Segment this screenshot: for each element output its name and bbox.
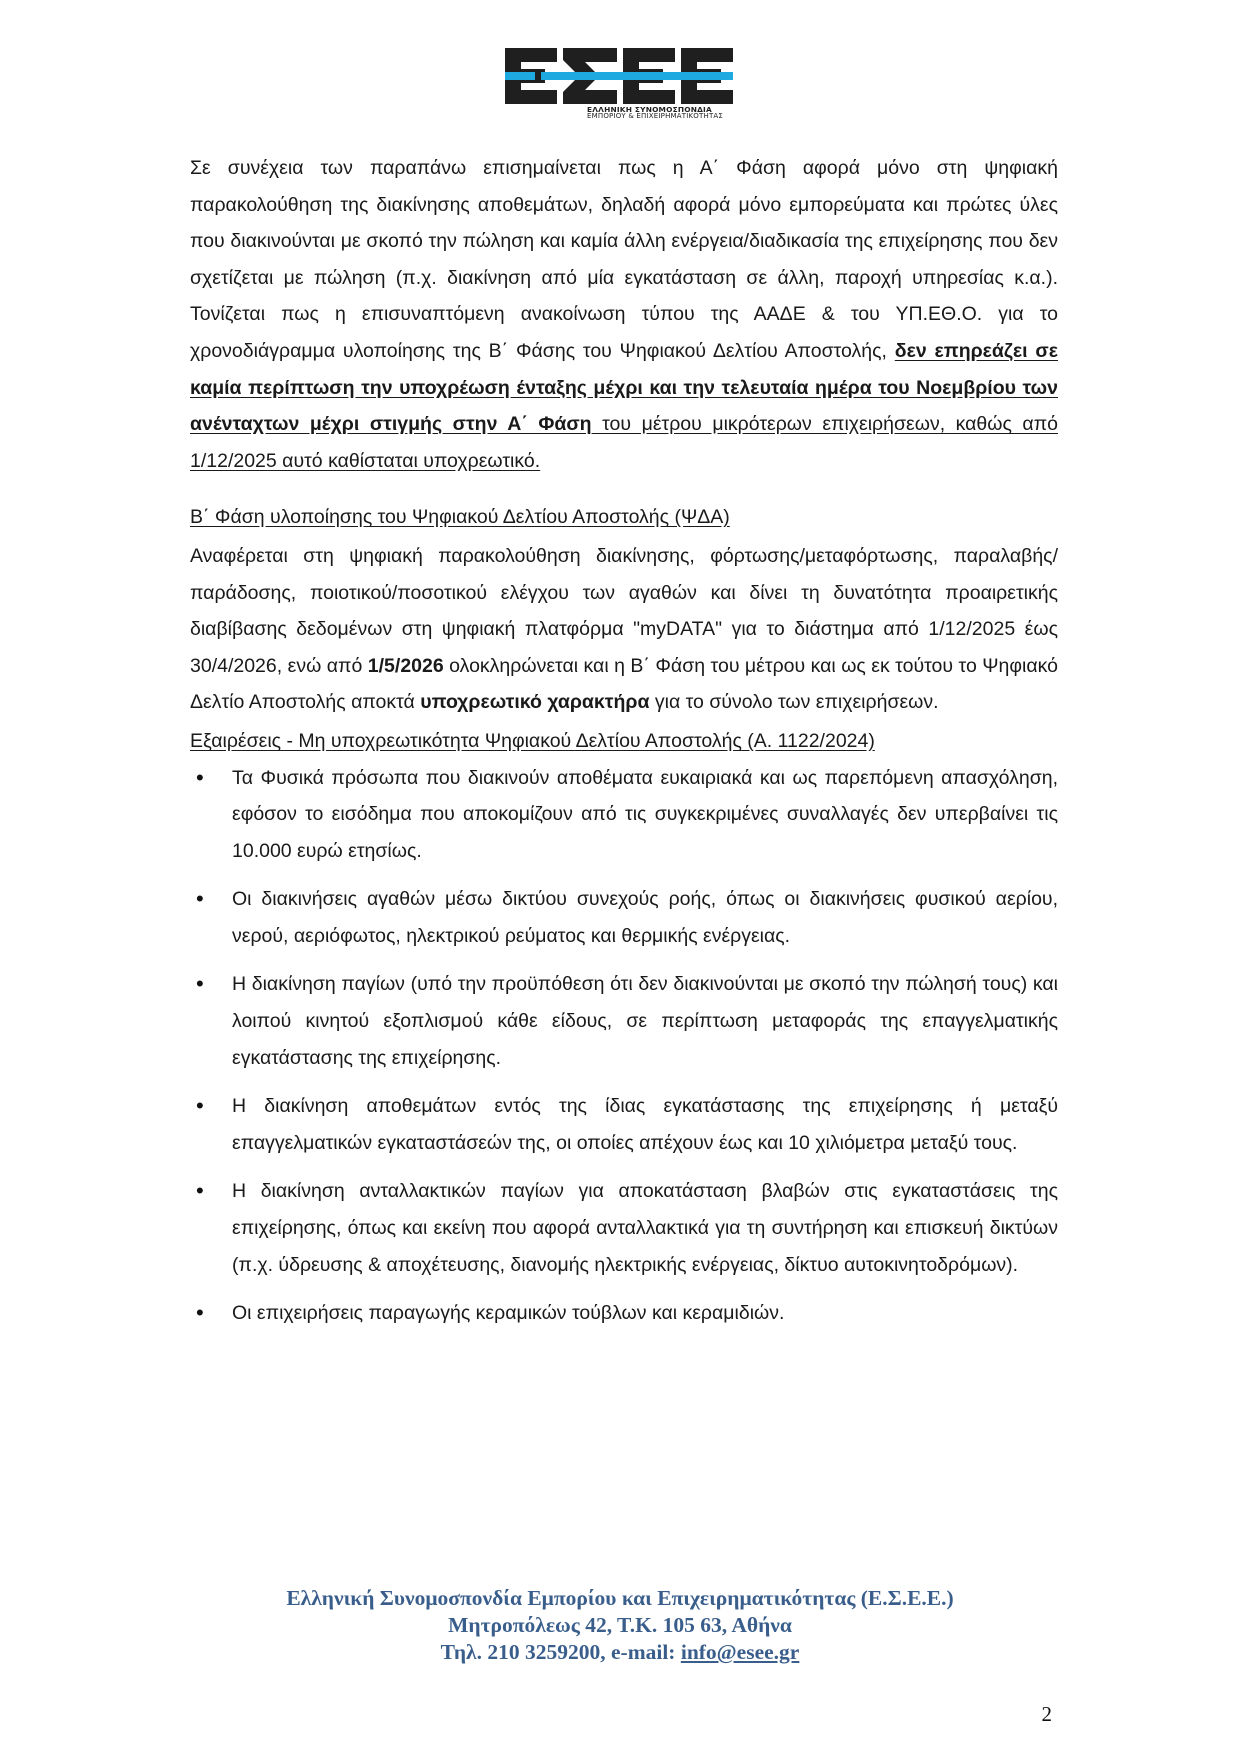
list-item: • Τα Φυσικά πρόσωπα που διακινούν αποθέματα ευκαιριακά και ως παρεπόμενη απασχόληση, εφόσον το εισόδημα που αποκομίζουν από τις συγκεκριμένες συναλλαγές δεν υπερβαίνει τις 10.000 ευρώ ετησίως.: [190, 760, 1058, 870]
document-body: [190, 150, 1058, 1332]
emphasis-underlined: του μέτρου μικρότερων επιχειρήσεων, καθώς από 1/12/2025 αυτό καθίσταται υποχρεωτικό.: [190, 413, 1058, 472]
logo-tagline-line2: ΕΜΠΟΡΙΟΥ & ΕΠΙΧΕΙΡΗΜΑΤΙΚΟΤΗΤΑΣ: [587, 112, 724, 121]
list-item: • Οι επιχειρήσεις παραγωγής κεραμικών τούβλων και κεραμιδιών.: [190, 1295, 1058, 1332]
list-item: • Η διακίνηση αποθεμάτων εντός της ίδιας εγκατάστασης της επιχείρησης ή μεταξύ επαγγελματικών εγκαταστάσεών της, οι οποίες απέχουν έως και 10 χιλιόμετρα μεταξύ τους.: [190, 1088, 1058, 1161]
emphasis-bold-underlined: δεν επηρεάζει σε καμία περίπτωση την υποχρέωση ένταξης μέχρι και την τελευταία ημέρα του Νοεμβρίου των ανένταχτων μέχρι στιγμής στην Α΄ Φάση: [190, 339, 1058, 436]
section-b-heading: Β΄ Φάση υλοποίησης του Ψηφιακού Δελτίου Αποστολής (ΨΔΑ): [190, 506, 730, 529]
list-item: • Η διακίνηση παγίων (υπό την προϋπόθεση ότι δεν διακινούνται με σκοπό την πώλησή τους) και λοιπού κινητού εξοπλισμού κάθε είδους, σε περίπτωση μεταφοράς της επαγγελματικής εγκατάστασης της επιχείρησης.: [190, 966, 1058, 1076]
logo-tagline-line1: ΕΛΛΗΝΙΚΗ ΣΥΝΟΜΟΣΠΟΝΔΙΑ: [587, 105, 712, 114]
list-item: • Η διακίνηση ανταλλακτικών παγίων για αποκατάσταση βλαβών στις εγκαταστάσεις της επιχείρησης, όπως και εκείνη που αφορά ανταλλακτικά για τη συντήρηση και επισκευή δικτύων (π.χ. ύδρευσης & αποχέτευσης, διανομής ηλεκτρικής ενέργειας, δίκτυο αυτοκινητοδρόμων).: [190, 1173, 1058, 1283]
footer-address: Μητροπόλεως 42, Τ.Κ. 105 63, Αθήνα: [448, 1613, 792, 1637]
esee-logo: [505, 48, 735, 121]
esee-logo-mark-icon: [505, 48, 735, 104]
legal-reference: (Α. 1122/2024): [741, 729, 875, 752]
intro-paragraph: Σε συνέχεια των παραπάνω επισημαίνεται πως η Α΄ Φάση αφορά μόνο στη ψηφιακή παρακολούθηση της διακίνησης αποθεμάτων, δηλαδή αφορά μόνο εμπορεύματα και πρώτες ύλες που διακινούνται με σκοπό την πώληση και καμία άλλη ενέργεια/διαδικασία της επιχείρησης που δεν σχετίζεται με πώληση (π.χ. διακίνηση από μία εγκατάσταση σε άλλη, παροχή υπηρεσίας κ.α.). Τονίζεται πως η επισυναπτόμενη ανακοίνωση τύπου της ΑΑΔΕ & του ΥΠ.ΕΘ.Ο. για το χρονοδιάγραμμα υλοποίησης της Β΄ Φάσης του Ψηφιακού Δελτίου Αποστολής, δεν επηρεάζει σε καμία περίπτωση την υποχρέωση ένταξης μέχρι και την τελευταία ημέρα του Νοεμβρίου των ανένταχτων μέχρι στιγμής στην Α΄ Φάση του μέτρου μικρότερων επιχειρήσεων, καθώς από 1/12/2025 αυτό καθίσταται υποχρεωτικό.: [190, 157, 1058, 472]
section-b-paragraph: Αναφέρεται στη ψηφιακή παρακολούθηση διακίνησης, φόρτωσης/μεταφόρτωσης, παραλαβής/παράδοσης, ποιοτικού/ποσοτικού ελέγχου των αγαθών και δίνει τη δυνατότητα προαιρετικής διαβίβασης δεδομένων στη ψηφιακή πλατφόρμα "myDATA" για το διάστημα από 1/12/2025 έως 30/4/2026, ενώ από 1/5/2026 ολοκληρώνεται και η Β΄ Φάση του μέτρου και ως εκ τούτου το Ψηφιακό Δελτίο Αποστολής αποκτά υποχρεωτικό χαρακτήρα για το σύνολο των επιχειρήσεων.: [190, 544, 1058, 714]
footer-org-name: Ελληνική Συνομοσπονδία Εμπορίου και Επιχειρηματικότητας (Ε.Σ.Ε.Ε.): [286, 1586, 954, 1610]
page-footer: [0, 1585, 1240, 1666]
footer-contact: Τηλ. 210 3259200, e-mail: info@esee.gr: [440, 1640, 800, 1664]
mandatory-phrase: υποχρεωτικό χαρακτήρα: [420, 691, 650, 714]
page-number: 2: [1041, 1702, 1052, 1726]
exemptions-heading: Εξαιρέσεις - Μη υποχρεωτικότητα Ψηφιακού Δελτίου Αποστολής (Α. 1122/2024): [190, 729, 875, 752]
email-link[interactable]: info@esee.gr: [680, 1640, 800, 1664]
deadline-date: 1/5/2026: [367, 654, 444, 677]
list-item: • Οι διακινήσεις αγαθών μέσω δικτύου συνεχούς ροής, όπως οι διακινήσεις φυσικού αερίου, νερού, αεριόφωτος, ηλεκτρικού ρεύματος και θερμικής ενέργειας.: [190, 881, 1058, 954]
exemptions-list: [190, 760, 1058, 1332]
